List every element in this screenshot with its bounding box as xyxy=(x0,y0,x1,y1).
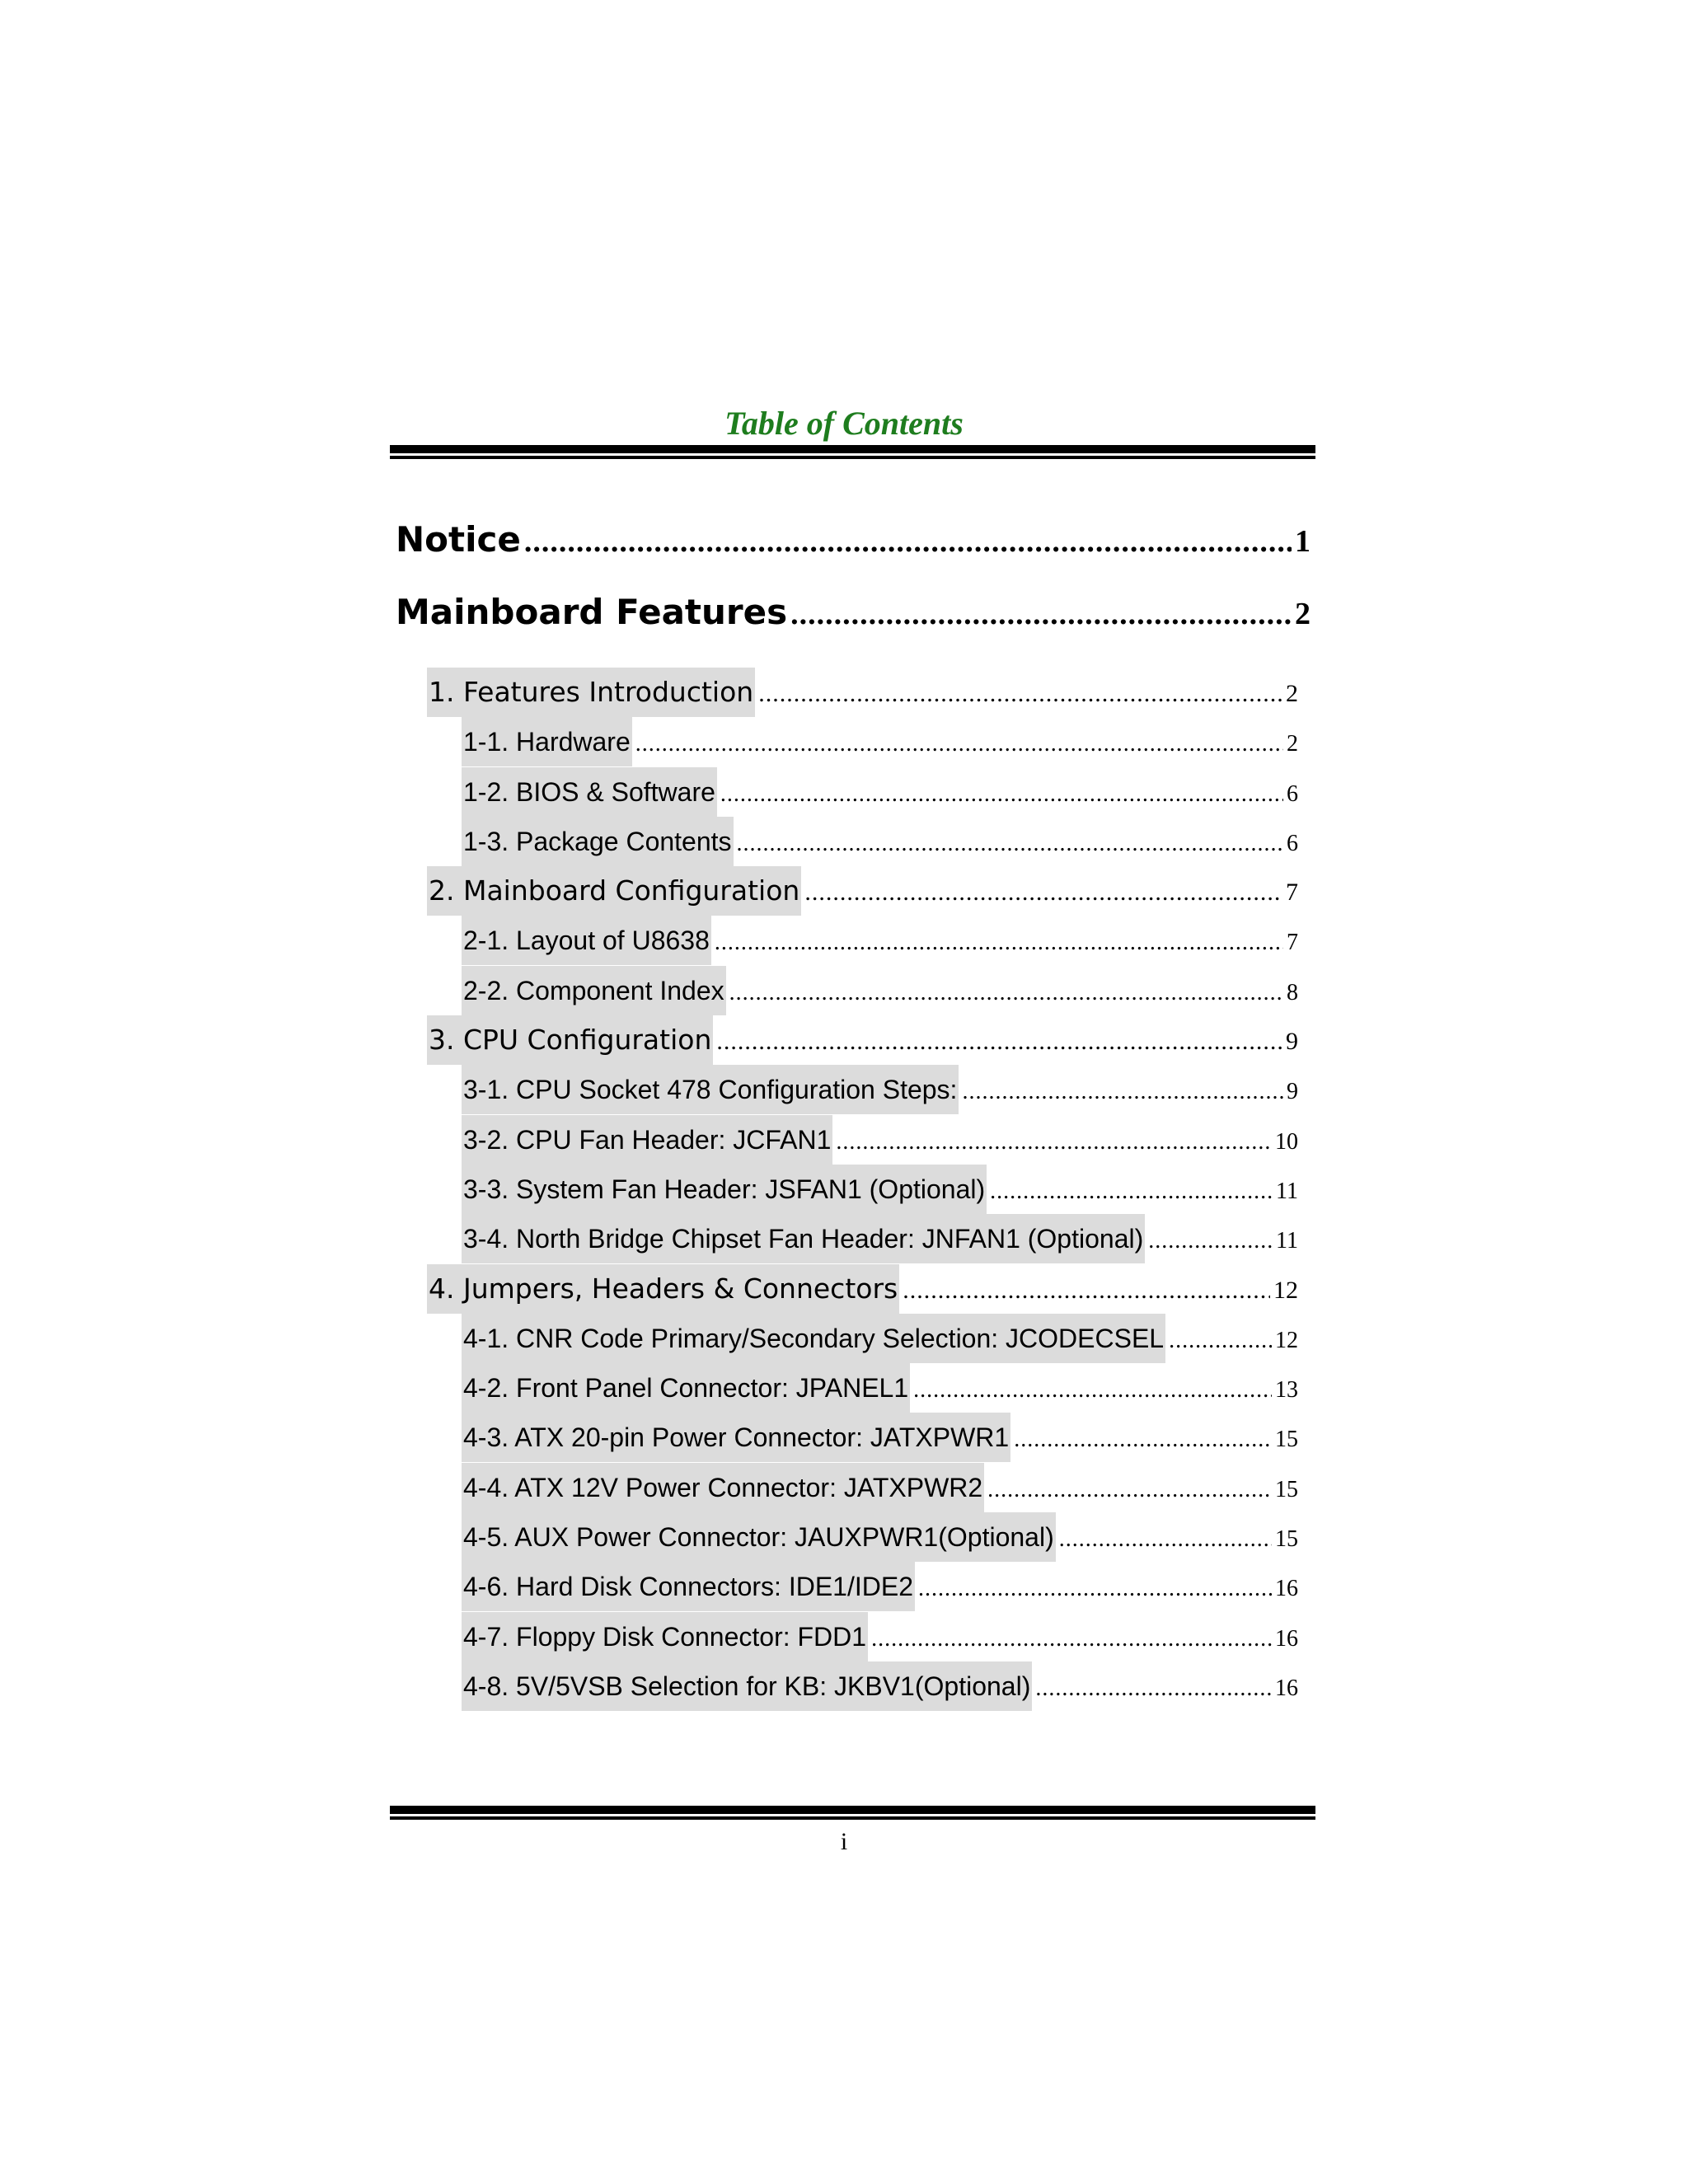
toc-entry-page: 16 xyxy=(1275,1576,1298,1602)
toc-subsection-entry[interactable] xyxy=(396,1165,1311,1214)
toc-leader-dots xyxy=(1169,1316,1272,1366)
toc-entry-label: 4-8. 5V/5VSB Selection for KB: JKBV1(Optional) xyxy=(462,1661,1032,1711)
toc-entry-label: 1-2. BIOS & Software xyxy=(462,767,717,817)
toc-subsection-entry[interactable] xyxy=(396,966,1311,1015)
toc-leader-dots xyxy=(729,968,1283,1018)
page-number: i xyxy=(840,1828,848,1855)
toc-leader-dots xyxy=(720,770,1283,819)
toc-entry-page: 11 xyxy=(1276,1228,1298,1254)
footer-divider xyxy=(390,1806,1315,1820)
toc-subsection-entry[interactable] xyxy=(396,1562,1311,1611)
toc-entry-label: 1. Features Introduction xyxy=(427,668,755,717)
toc-entry-label: 3-2. CPU Fan Header: JCFAN1 xyxy=(462,1115,832,1165)
toc-entry-page: 15 xyxy=(1275,1427,1298,1453)
toc-leader-dots xyxy=(990,1167,1273,1216)
toc-entry-label: 3-3. System Fan Header: JSFAN1 (Optional) xyxy=(462,1165,987,1214)
toc-entry-page: 8 xyxy=(1287,979,1298,1005)
toc-entry-page: 2 xyxy=(1287,731,1298,757)
toc-leader-dots xyxy=(790,585,1292,643)
toc-leader-dots xyxy=(524,513,1292,570)
toc-chapter-entry[interactable] xyxy=(396,511,1311,583)
toc-subsection-entry[interactable] xyxy=(396,1612,1311,1661)
toc-subsection-entry[interactable] xyxy=(396,1314,1311,1363)
page-title: Table of Contents xyxy=(724,405,964,442)
toc-leader-dots xyxy=(1148,1216,1273,1266)
toc-entry-label: 2-2. Component Index xyxy=(462,966,726,1015)
toc-subsection-entry[interactable] xyxy=(396,1661,1311,1711)
toc-entry-label: 4-6. Hard Disk Connectors: IDE1/IDE2 xyxy=(462,1562,915,1611)
toc-leader-dots xyxy=(635,719,1283,769)
toc-section-entry[interactable] xyxy=(396,866,1311,916)
header-divider xyxy=(390,445,1315,459)
toc-subsection-entry[interactable] xyxy=(396,1463,1311,1512)
toc-entry-page: 16 xyxy=(1275,1625,1298,1652)
toc-entry-page: 7 xyxy=(1287,930,1298,956)
toc-leader-dots xyxy=(737,819,1283,869)
toc-entry-label: 1-1. Hardware xyxy=(462,717,632,766)
toc-entry-label: 2-1. Layout of U8638 xyxy=(462,916,711,965)
toc-entry-page: 2 xyxy=(1295,597,1311,631)
toc-entry-page: 9 xyxy=(1286,1028,1298,1056)
toc-leader-dots xyxy=(871,1615,1272,1664)
toc-subsection-entry[interactable] xyxy=(396,1512,1311,1562)
toc-entry-page: 2 xyxy=(1286,680,1298,707)
toc-leader-dots xyxy=(918,1564,1272,1614)
toc-section-entry[interactable] xyxy=(396,1264,1311,1314)
toc-subsection-entry[interactable] xyxy=(396,1065,1311,1114)
toc-entry-page: 16 xyxy=(1275,1675,1298,1701)
toc-leader-dots xyxy=(1059,1515,1272,1564)
toc-section-entry[interactable] xyxy=(396,668,1311,717)
toc-leader-dots xyxy=(1035,1664,1272,1713)
toc-entry-label: 1-3. Package Contents xyxy=(462,817,734,866)
toc-spacer xyxy=(396,656,1311,668)
toc-entry-page: 15 xyxy=(1275,1476,1298,1502)
toc-subsection-entry[interactable] xyxy=(396,817,1311,866)
toc-entry-label: 4-7. Floppy Disk Connector: FDD1 xyxy=(462,1612,868,1661)
toc-entry-page: 13 xyxy=(1275,1377,1298,1404)
toc-leader-dots xyxy=(962,1067,1283,1117)
toc-entry-page: 6 xyxy=(1287,780,1298,807)
toc-entry-page: 11 xyxy=(1276,1178,1298,1204)
toc-leader-dots xyxy=(1014,1415,1272,1465)
toc-entry-page: 12 xyxy=(1273,1276,1298,1304)
toc-leader-dots xyxy=(836,1118,1272,1167)
toc-entry-label: 4. Jumpers, Headers & Connectors xyxy=(427,1264,899,1314)
toc-entry-label: 4-5. AUX Power Connector: JAUXPWR1(Optional) xyxy=(462,1512,1056,1562)
toc-subsection-entry[interactable] xyxy=(396,1363,1311,1413)
table-of-contents xyxy=(396,511,1311,1711)
toc-entry-label: Mainboard Features xyxy=(396,592,788,632)
toc-leader-dots xyxy=(913,1366,1272,1415)
toc-section-entry[interactable] xyxy=(396,1015,1311,1065)
toc-leader-dots xyxy=(715,918,1283,968)
toc-entry-page: 1 xyxy=(1295,524,1311,559)
toc-entry-label: 4-2. Front Panel Connector: JPANEL1 xyxy=(462,1363,910,1413)
toc-entry-label: 3-4. North Bridge Chipset Fan Header: JNFAN1 (Optional) xyxy=(462,1214,1145,1263)
toc-entry-page: 7 xyxy=(1286,879,1298,907)
toc-leader-dots xyxy=(987,1465,1272,1515)
toc-entry-page: 9 xyxy=(1287,1079,1298,1105)
toc-subsection-entry[interactable] xyxy=(396,767,1311,817)
toc-entry-page: 12 xyxy=(1275,1327,1298,1353)
toc-entry-label: 2. Mainboard Configuration xyxy=(427,866,801,916)
toc-entry-page: 10 xyxy=(1275,1128,1298,1155)
toc-entry-label: 3. CPU Configuration xyxy=(427,1015,713,1065)
toc-subsection-entry[interactable] xyxy=(396,1413,1311,1462)
toc-leader-dots xyxy=(903,1266,1270,1315)
toc-subsection-entry[interactable] xyxy=(396,717,1311,766)
toc-leader-dots xyxy=(758,669,1282,719)
toc-leader-dots xyxy=(804,868,1282,917)
toc-entry-label: 3-1. CPU Socket 478 Configuration Steps: xyxy=(462,1065,959,1114)
toc-chapter-entry[interactable] xyxy=(396,583,1311,656)
toc-entry-page: 15 xyxy=(1275,1526,1298,1553)
toc-leader-dots xyxy=(716,1017,1282,1066)
toc-subsection-entry[interactable] xyxy=(396,1214,1311,1263)
toc-entry-label: 4-4. ATX 12V Power Connector: JATXPWR2 xyxy=(462,1463,984,1512)
toc-subsection-entry[interactable] xyxy=(396,1115,1311,1165)
toc-subsection-entry[interactable] xyxy=(396,916,1311,965)
toc-entry-label: Notice xyxy=(396,519,521,560)
toc-entry-label: 4-1. CNR Code Primary/Secondary Selection: JCODECSEL xyxy=(462,1314,1165,1363)
toc-entry-label: 4-3. ATX 20-pin Power Connector: JATXPWR1 xyxy=(462,1413,1010,1462)
toc-entry-page: 6 xyxy=(1287,830,1298,856)
